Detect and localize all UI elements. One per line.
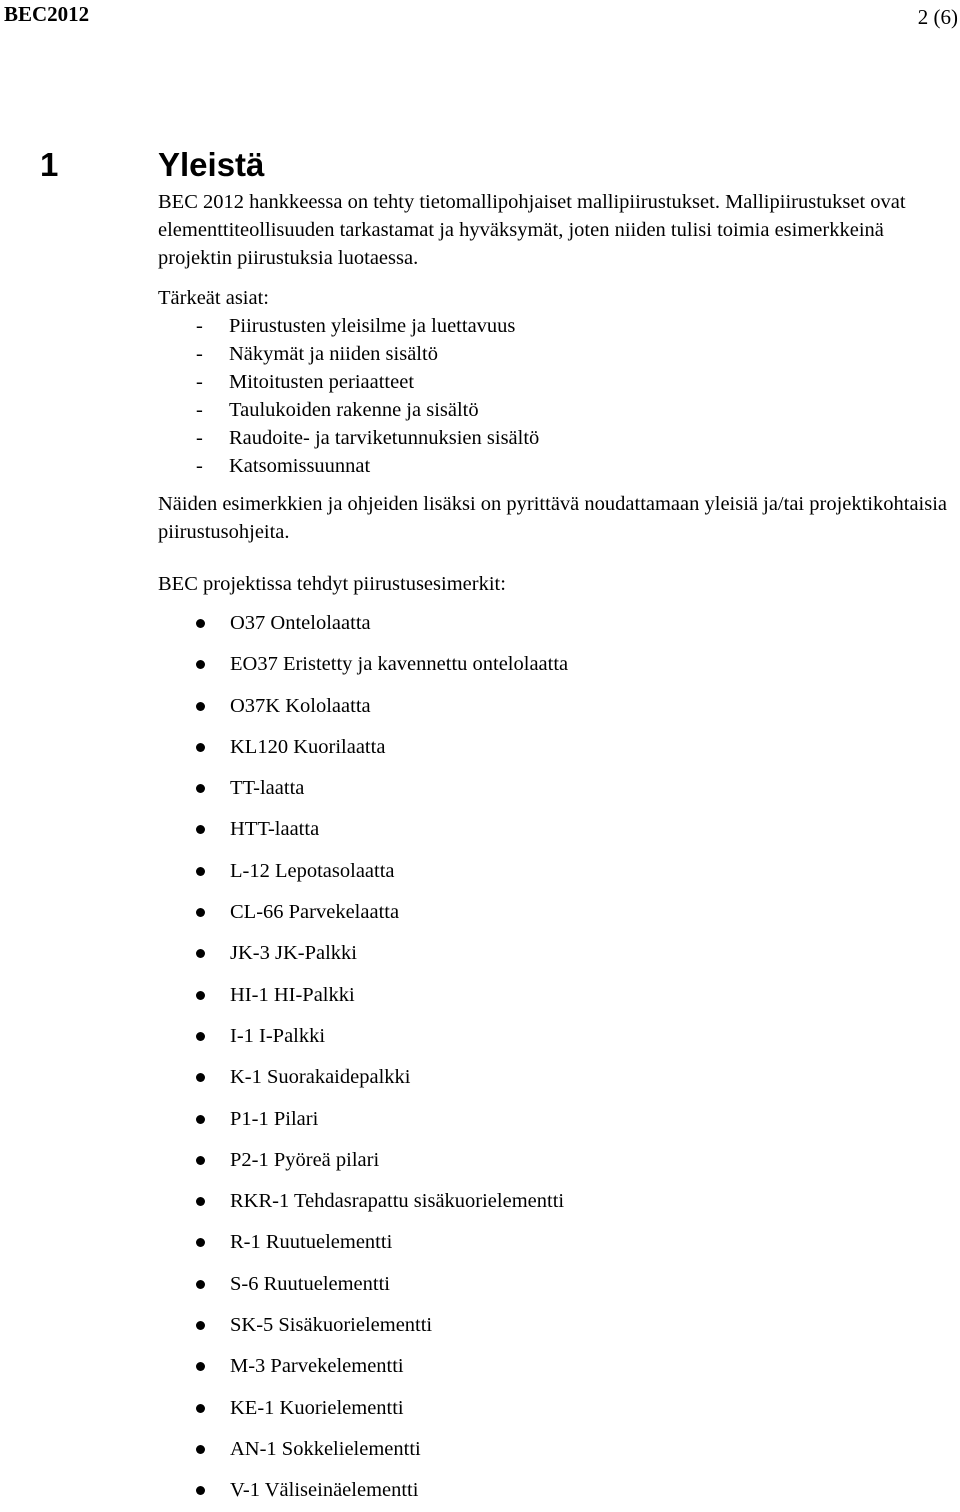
bullet-icon	[196, 1032, 205, 1041]
list-item-text: AN-1 Sokkelielementti	[230, 1437, 421, 1460]
list-item-text: KE-1 Kuorielementti	[230, 1396, 404, 1419]
bullet-icon	[196, 1362, 205, 1371]
dash-marker: -	[196, 427, 203, 449]
list-item-text: Mitoitusten periaatteet	[229, 371, 415, 393]
bullet-icon	[196, 1445, 205, 1454]
section-title: Yleistä	[158, 146, 265, 183]
bullet-icon	[196, 991, 205, 1000]
dash-marker: -	[196, 399, 203, 421]
list-item-text: Katsomissuunnat	[229, 455, 371, 477]
list-item	[0, 1016, 960, 1057]
bullet-icon	[196, 908, 205, 917]
list-item	[0, 686, 960, 727]
list-item-text: KL120 Kuorilaatta	[230, 735, 386, 758]
list-item-text: HTT-laatta	[230, 818, 320, 841]
bullet-icon	[196, 784, 205, 793]
bullet-icon	[196, 1197, 205, 1206]
list-item	[0, 809, 960, 850]
page-header	[0, 0, 960, 30]
list-item-text: RKR-1 Tehdasrapattu sisäkuorielementti	[230, 1190, 565, 1213]
list-item	[0, 768, 960, 809]
list-item-text: I-1 I-Palkki	[230, 1024, 326, 1047]
bullet-icon	[196, 1321, 205, 1330]
dash-marker: -	[196, 343, 203, 365]
important-list	[158, 312, 948, 480]
bullet-icon	[196, 660, 205, 669]
important-title: Tärkeät asiat:	[158, 287, 269, 309]
list-item	[0, 892, 960, 933]
intro-paragraph: BEC 2012 hankkeessa on tehty tietomallipohjaiset mallipiirustukset. Mallipiirustukset ovat elementtiteollisuuden tarkastamat ja hyväksymät, joten niiden tulisi toimia esimerkkeinä projektin piirustuksia luotaessa.	[158, 191, 906, 269]
list-item-text: V-1 Väliseinäelementti	[230, 1479, 419, 1502]
list-item-text: R-1 Ruutuelementti	[230, 1231, 393, 1254]
list-item	[158, 452, 948, 480]
list-item	[0, 644, 960, 685]
examples-list	[0, 603, 960, 1512]
list-item-text: Piirustusten yleisilme ja luettavuus	[229, 315, 516, 337]
list-item-text: O37K Kololaatta	[230, 694, 371, 717]
list-item	[158, 368, 948, 396]
list-item-text: Taulukoiden rakenne ja sisältö	[229, 399, 479, 421]
section-heading	[40, 145, 264, 185]
list-item	[0, 1057, 960, 1098]
important-section	[158, 284, 948, 480]
document-id: BEC2012	[4, 2, 90, 26]
examples-title: BEC projektissa tehdyt piirustusesimerkit:	[158, 573, 506, 595]
bullet-icon	[196, 1156, 205, 1165]
list-item-text: O37 Ontelolaatta	[230, 612, 371, 634]
list-item-text: CL-66 Parvekelaatta	[230, 901, 400, 924]
list-item	[0, 603, 960, 644]
list-item	[0, 1140, 960, 1181]
bullet-icon	[196, 1280, 205, 1289]
list-item-text: P2-1 Pyöreä pilari	[230, 1148, 380, 1171]
list-item-text: L-12 Lepotasolaatta	[230, 859, 395, 882]
bullet-icon	[196, 1073, 205, 1082]
bullet-icon	[196, 1238, 205, 1247]
list-item	[158, 396, 948, 424]
list-item	[0, 1388, 960, 1429]
list-item	[0, 1222, 960, 1263]
list-item	[0, 1346, 960, 1387]
list-item	[0, 1264, 960, 1305]
list-item	[0, 1305, 960, 1346]
list-item-text: K-1 Suorakaidepalkki	[230, 1066, 411, 1089]
bullet-icon	[196, 1486, 205, 1495]
list-item	[0, 975, 960, 1016]
list-item	[158, 340, 948, 368]
list-item	[0, 727, 960, 768]
bullet-icon	[196, 825, 205, 834]
list-item	[158, 312, 948, 340]
bullet-icon	[196, 867, 205, 876]
notes-paragraph: Näiden esimerkkien ja ohjeiden lisäksi on pyrittävä noudattamaan yleisiä ja/tai projektikohtaisia piirustusohjeita.	[158, 493, 948, 543]
list-item	[158, 424, 948, 452]
bullet-icon	[196, 1115, 205, 1124]
bullet-icon	[196, 619, 205, 628]
list-item	[0, 851, 960, 892]
section-number: 1	[40, 146, 59, 183]
bullet-icon	[196, 702, 205, 711]
list-item-text: SK-5 Sisäkuorielementti	[230, 1314, 433, 1337]
list-item-text: TT-laatta	[230, 777, 305, 800]
dash-marker: -	[196, 455, 203, 477]
list-item-text: M-3 Parvekelementti	[230, 1355, 404, 1378]
bullet-icon	[196, 1404, 205, 1413]
list-item	[0, 1181, 960, 1222]
page-number: 2 (6)	[917, 5, 958, 29]
list-item-text: EO37 Eristetty ja kavennettu ontelolaatta	[230, 653, 569, 676]
list-item	[0, 1470, 960, 1511]
list-item-text: S-6 Ruutuelementti	[230, 1272, 390, 1295]
list-item-text: HI-1 HI-Palkki	[230, 983, 355, 1006]
list-item	[0, 1099, 960, 1140]
dash-marker: -	[196, 315, 203, 337]
list-item	[0, 933, 960, 974]
list-item	[0, 1429, 960, 1470]
list-item-text: Näkymät ja niiden sisältö	[229, 343, 438, 365]
bullet-icon	[196, 949, 205, 958]
dash-marker: -	[196, 371, 203, 393]
list-item-text: P1-1 Pilari	[230, 1107, 319, 1130]
list-item-text: JK-3 JK-Palkki	[230, 942, 357, 965]
bullet-icon	[196, 743, 205, 752]
list-item-text: Raudoite- ja tarviketunnuksien sisältö	[229, 427, 540, 449]
